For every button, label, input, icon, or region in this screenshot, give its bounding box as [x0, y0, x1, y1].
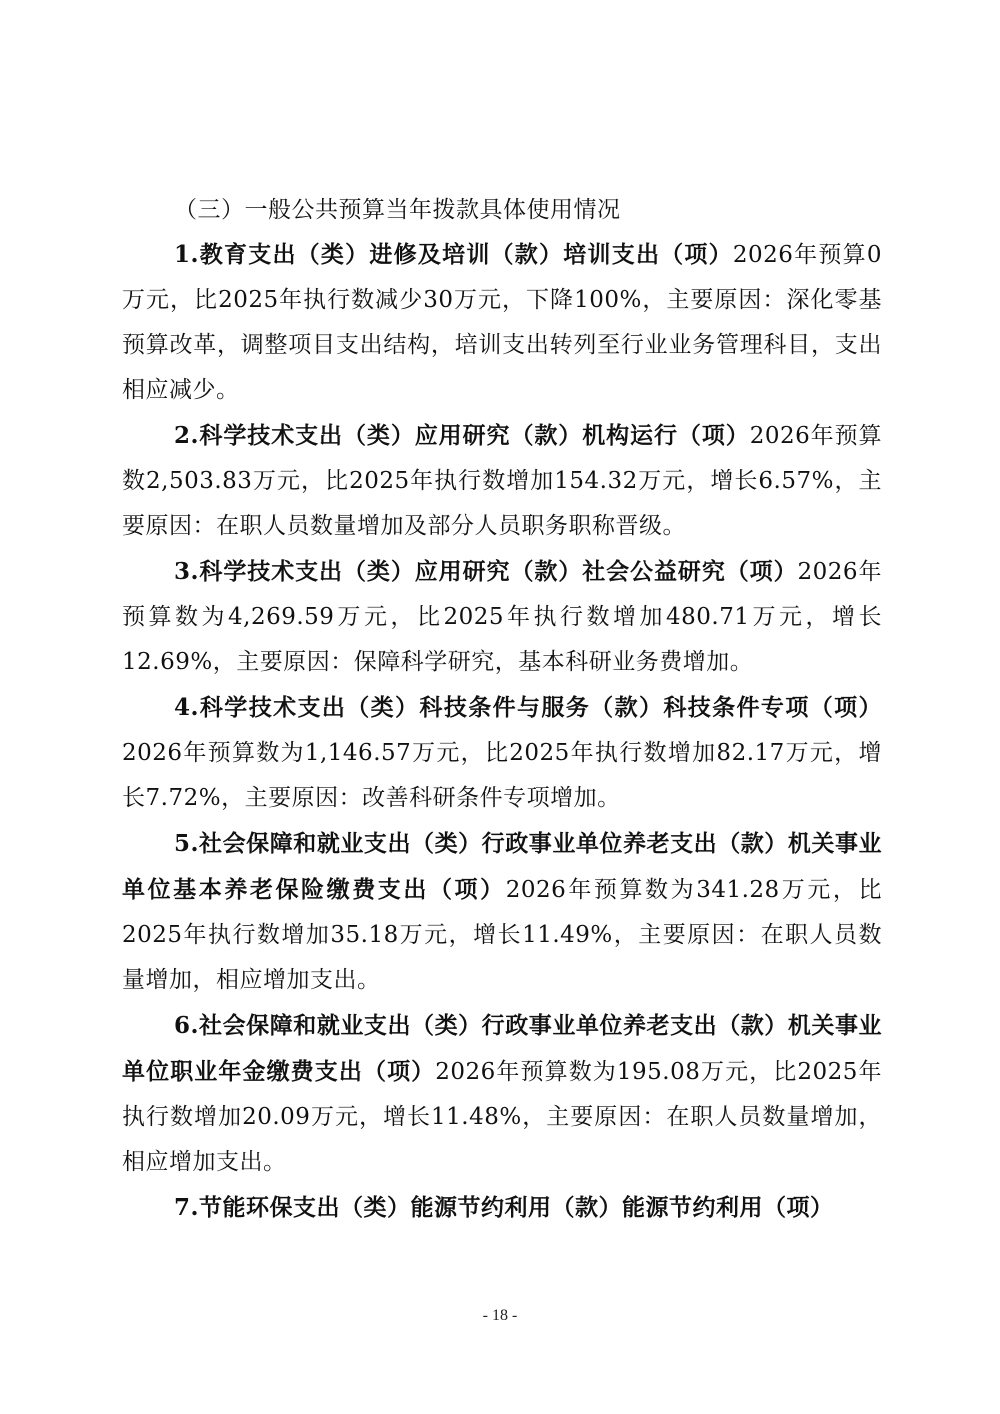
paragraph-item-6 [122, 1003, 882, 1185]
item-5-text: 2026年预算数为341.28万元，比2025年执行数增加35.18万元，增长11.49%，主要原因：在职人员数量增加，相应增加支出。 [122, 877, 883, 993]
item-1-title: 1.教育支出（类）进修及培训（款）培训支出（项） [174, 241, 733, 268]
item-4-text: 2026年预算数为1,146.57万元，比2025年执行数增加82.17万元，增长7.72%，主要原因：改善科研条件专项增加。 [122, 740, 882, 811]
section-heading: （三）一般公共预算当年拨款具体使用情况 [174, 197, 621, 223]
item-2-text: 2026年预算数2,503.83万元，比2025年执行数增加154.32万元，增长6.57%，主要原因：在职人员数量增加及部分人员职务职称晋级。 [122, 423, 882, 539]
document-body [122, 188, 882, 1231]
item-7-title: 7.节能环保支出（类）能源节约利用（款）能源节约利用（项） [174, 1194, 834, 1221]
paragraph-item-3 [122, 549, 882, 685]
paragraph-item-4 [122, 685, 882, 821]
item-4-title: 4.科学技术支出（类）科技条件与服务（款）科技条件专项（项） [174, 694, 882, 721]
item-6-text: 2026年预算数为195.08万元，比2025年执行数增加20.09万元，增长11.48%，主要原因：在职人员数量增加，相应增加支出。 [122, 1059, 883, 1175]
item-1-text: 2026年预算0万元，比2025年执行数减少30万元，下降100%，主要原因：深化零基预算改革，调整项目支出结构，培训支出转列至行业业务管理科目，支出相应减少。 [122, 242, 882, 403]
paragraph-item-2 [122, 413, 882, 549]
item-5-title: 5.社会保障和就业支出（类）行政事业单位养老支出（款）机关事业单位基本养老保险缴费支出（项） [122, 830, 882, 903]
paragraph-item-5 [122, 821, 882, 1003]
page-number: - 18 - [482, 1307, 518, 1324]
paragraph-item-1 [122, 232, 882, 413]
item-3-title: 3.科学技术支出（类）应用研究（款）社会公益研究（项） [174, 558, 798, 585]
item-3-text: 2026年预算数为4,269.59万元，比2025年执行数增加480.71万元，增长12.69%，主要原因：保障科学研究，基本科研业务费增加。 [122, 559, 882, 675]
item-2-title: 2.科学技术支出（类）应用研究（款）机构运行（项） [174, 422, 750, 449]
paragraph-item-7 [122, 1185, 882, 1231]
item-6-title: 6.社会保障和就业支出（类）行政事业单位养老支出（款）机关事业单位职业年金缴费支出（项） [122, 1012, 882, 1085]
